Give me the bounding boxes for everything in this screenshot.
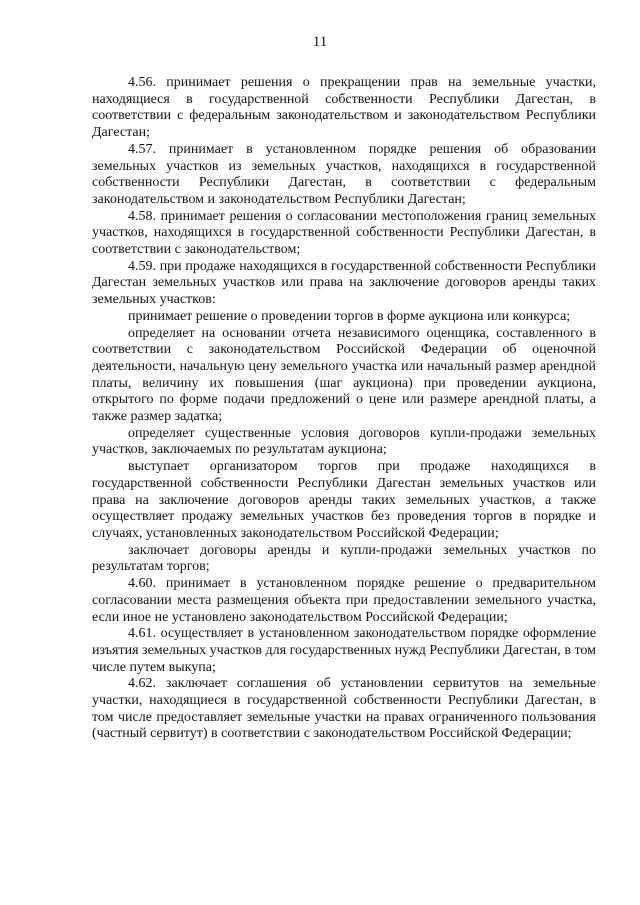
paragraph-4-62: 4.62. заключает соглашения об установлении сервитутов на земельные участки, находящиеся в государственной собственности Республики Дагестан, в том числе предоставляет земельные участки на правах ограниченного пользования (частный сервитут) в соответствии с законодательством Российской Федерации; [92,676,596,742]
paragraph-4-59-item-2: определяет на основании отчета независимого оценщика, составленного в соответствии с законодательством Российской Федерации об оценочной деятельности, начальную цену земельного участка или начальный размер арендной платы, величину их повышения (шаг аукциона) при проведении аукциона, открытого по форме подачи предложений о цене или размере арендной платы, а также размер задатка; [92,325,596,425]
paragraph-4-59: 4.59. при продаже находящихся в государственной собственности Республики Дагестан земельных участков или права на заключение договоров аренды таких земельных участков: [92,258,596,308]
page-number: 11 [312,34,328,50]
paragraph-4-59-item-4: выступает организатором торгов при продаже находящихся в государственной собственности Республики Дагестан земельных участков или права на заключение договоров аренды таких земельных участков, а также осуществляет продажу земельных участков без проведения торгов в порядке и случаях, установленных законодательством Российской Федерации; [92,459,596,541]
paragraph-4-57: 4.57. принимает в установленном порядке решения об образовании земельных участков из земельных участков, находящихся в государственной собственности Республики Дагестан, в соответствии с федеральным законодательством и законодательством Республики Дагестан; [92,141,596,207]
paragraph-4-59-item-1: принимает решение о проведении торгов в форме аукциона или конкурса; [128,308,571,324]
paragraph-4-58: 4.58. принимает решения о согласовании местоположения границ земельных участков, находящихся в государственной собственности Республики Дагестан, в соответствии с законодательством; [92,208,596,258]
paragraph-4-60: 4.60. принимает в установленном порядке решение о предварительном согласовании места размещения объекта при предоставлении земельного участка, если иное не установлено законодательством Российской Федерации; [92,576,596,625]
paragraph-4-56: 4.56. принимает решения о прекращении прав на земельные участки, находящиеся в государственной собственности Республики Дагестан, в соответствии с федеральным законодательством и законодательством Республики Дагестан; [92,75,596,141]
paragraph-4-59-item-3: определяет существенные условия договоров купли-продажи земельных участков, заключаемых по результатам аукциона; [92,425,596,458]
paragraph-4-61: 4.61. осуществляет в установленном законодательством порядке оформление изъятия земельных участков для государственных нужд Республики Дагестан, в том числе путем выкупа; [92,626,596,675]
paragraph-4-59-item-5: заключает договоры аренды и купли-продажи земельных участков по результатам торгов; [92,542,596,575]
document-body [92,75,596,743]
